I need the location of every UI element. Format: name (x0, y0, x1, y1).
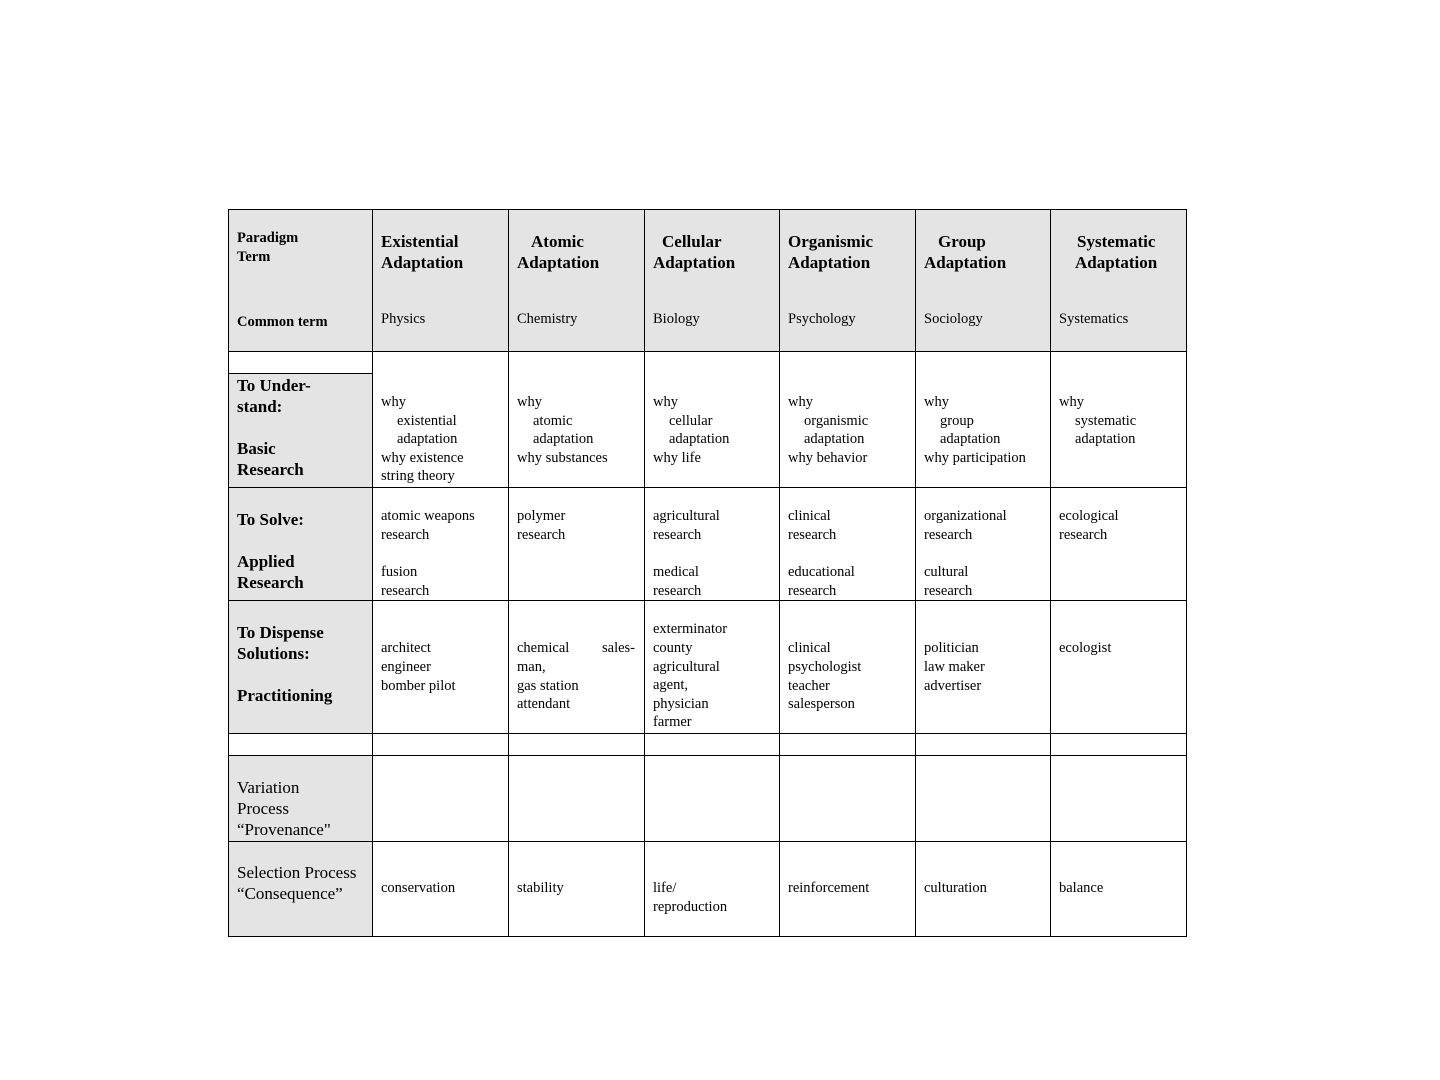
cell-line: adaptation (804, 431, 865, 448)
variation-cell (780, 756, 916, 842)
variation-cell (645, 756, 780, 842)
cell-line: research (924, 582, 973, 599)
cell-line: adaptation (1075, 431, 1136, 448)
common-term: Systematics (1059, 311, 1129, 327)
cell-line: ecological (1059, 508, 1119, 524)
cell-line: attendant (517, 696, 571, 713)
cell-line: law maker (924, 658, 985, 675)
selection-label-cell (229, 842, 373, 937)
cell-line: cellular (669, 412, 713, 429)
paradigm-name: Group (938, 232, 986, 251)
cell-line: politician (924, 640, 979, 657)
cell-line: farmer (653, 714, 692, 731)
header-cellular (645, 210, 780, 352)
solve-cell-organismic (780, 488, 916, 601)
spacer-cell (916, 734, 1051, 756)
cell-line: clinical (788, 640, 831, 657)
cell-line: why (788, 394, 813, 410)
selection-cell-systematic (1051, 842, 1187, 937)
cell-line: reproduction (653, 898, 728, 915)
selection-cell-cellular (645, 842, 780, 937)
cell-line: agricultural (653, 658, 720, 675)
cell-line: clinical (788, 508, 831, 524)
selection-cell-organismic (780, 842, 916, 937)
row-sublabel: Applied (237, 552, 295, 571)
adaptation-paradigm-table (228, 209, 1187, 937)
row-label: To Dispense (237, 623, 324, 643)
cell-line: organismic (804, 412, 869, 429)
row-label: “Consequence” (237, 884, 343, 904)
cell-line: agent, (653, 677, 689, 694)
common-term: Chemistry (517, 311, 578, 327)
row-label: Process (237, 799, 289, 819)
cell-line: physician (653, 695, 709, 712)
cell-line: advertiser (924, 677, 982, 694)
cell-line: adaptation (533, 431, 594, 448)
cell-line: adaptation (669, 431, 730, 448)
understand-cell-group (916, 352, 1051, 488)
paradigm-name: Atomic (531, 232, 584, 251)
cell-line: polymer (517, 508, 566, 524)
solve-cell-systematic (1051, 488, 1187, 601)
paradigm-name: Adaptation (381, 253, 464, 272)
header-existential (373, 210, 509, 352)
selection-cell-group (916, 842, 1051, 937)
spacer-cell (229, 352, 373, 374)
solve-label-cell (229, 488, 373, 601)
solve-cell-group (916, 488, 1051, 601)
paradigm-term-label-2: Term (237, 248, 271, 265)
header-label-cell (229, 210, 373, 352)
cell-line: chemical sales- man, (517, 640, 635, 675)
row-label: “Provenance" (237, 820, 331, 840)
cell-line: research (1059, 526, 1108, 543)
spacer-cell (373, 734, 509, 756)
solve-cell-atomic (509, 488, 645, 601)
dispense-cell-atomic (509, 601, 645, 734)
understand-cell-existential (373, 352, 509, 488)
cell-line: balance (1059, 880, 1104, 897)
header-row (229, 210, 1187, 352)
dispense-cell-organismic (780, 601, 916, 734)
variation-row (229, 756, 1187, 842)
paradigm-name: Adaptation (788, 253, 871, 272)
cell-line: existential (397, 412, 457, 429)
spacer-cell (509, 734, 645, 756)
cell-line: atomic (533, 412, 573, 429)
cell-line: county (653, 639, 693, 656)
cell-line: why participation (924, 449, 1026, 466)
dispense-cell-systematic (1051, 601, 1187, 734)
cell-line: salesperson (788, 696, 855, 713)
spacer-row-top (229, 352, 1187, 374)
cell-line: why (1059, 394, 1084, 410)
row-sublabel: Practitioning (237, 686, 333, 706)
variation-cell (916, 756, 1051, 842)
paradigm-name: Adaptation (653, 253, 736, 272)
cell-line: string theory (381, 468, 455, 485)
dispense-cell-group (916, 601, 1051, 734)
cell-line: culturation (924, 880, 987, 897)
dispense-label-cell (229, 601, 373, 734)
cell-line: research (381, 582, 430, 599)
spacer-row-bottom (229, 734, 1187, 756)
variation-cell (373, 756, 509, 842)
variation-cell (1051, 756, 1187, 842)
row-sublabel: Research (237, 573, 304, 592)
cell-line: exterminator (653, 621, 728, 638)
cell-line: why (381, 394, 406, 410)
row-label: stand: (237, 397, 283, 416)
cell-line: medical (653, 564, 699, 581)
understand-cell-systematic (1051, 352, 1187, 488)
cell-line: gas station (517, 677, 579, 694)
cell-line: research (517, 526, 566, 543)
dispense-cell-cellular (645, 601, 780, 734)
cell-line: teacher (788, 677, 830, 694)
paradigm-name: Systematic (1077, 232, 1156, 251)
cell-line: research (381, 526, 430, 543)
header-systematic (1051, 210, 1187, 352)
row-label: Variation (237, 778, 300, 798)
common-term: Sociology (924, 311, 983, 327)
cell-line: why existence (381, 449, 464, 466)
understand-cell-cellular (645, 352, 780, 488)
row-label: To Under- (237, 376, 311, 395)
header-group (916, 210, 1051, 352)
paradigm-name: Adaptation (1075, 253, 1158, 272)
header-atomic (509, 210, 645, 352)
solve-cell-existential (373, 488, 509, 601)
row-label: To Solve: (237, 510, 304, 529)
cell-line: atomic weapons (381, 508, 475, 524)
row-label: Solutions: (237, 644, 310, 664)
understand-cell-organismic (780, 352, 916, 488)
cell-line: fusion (381, 564, 418, 581)
understand-cell-atomic (509, 352, 645, 488)
cell-line: research (653, 526, 702, 543)
cell-line: bomber pilot (381, 677, 456, 694)
cell-line: organizational (924, 508, 1007, 524)
paradigm-name: Organismic (788, 232, 873, 251)
variation-label-cell (229, 756, 373, 842)
common-term: Physics (381, 311, 426, 327)
cell-line: cultural (924, 564, 969, 581)
row-label: Selection Process (237, 863, 357, 883)
selection-cell-atomic (509, 842, 645, 937)
common-term-label: Common term (237, 314, 328, 331)
paradigm-name: Adaptation (924, 253, 1007, 272)
variation-cell (509, 756, 645, 842)
spacer-cell (645, 734, 780, 756)
row-sublabel: Research (237, 460, 304, 479)
cell-line: engineer (381, 658, 431, 675)
cell-line: stability (517, 880, 564, 897)
cell-line: why life (653, 449, 701, 466)
cell-line: ecologist (1059, 640, 1112, 657)
common-term: Biology (653, 311, 700, 327)
cell-line: adaptation (940, 431, 1001, 448)
spacer-cell (1051, 734, 1187, 756)
selection-cell-existential (373, 842, 509, 937)
cell-line: conservation (381, 880, 456, 897)
cell-line: agricultural (653, 508, 720, 524)
dispense-row (229, 601, 1187, 734)
selection-row (229, 842, 1187, 937)
paradigm-name: Existential (381, 232, 459, 251)
cell-line: systematic (1075, 412, 1137, 429)
cell-line: research (788, 582, 837, 599)
common-term: Psychology (788, 311, 856, 327)
cell-line: research (788, 526, 837, 543)
cell-line: adaptation (397, 431, 458, 448)
spacer-cell (229, 734, 373, 756)
cell-line: why (653, 394, 678, 410)
cell-line: research (653, 582, 702, 599)
dispense-cell-existential (373, 601, 509, 734)
cell-line: research (924, 526, 973, 543)
cell-line: why (924, 394, 949, 410)
header-organismic (780, 210, 916, 352)
spacer-cell (780, 734, 916, 756)
cell-line: educational (788, 564, 855, 581)
solve-row (229, 488, 1187, 601)
row-sublabel: Basic (237, 439, 276, 458)
cell-line: why behavior (788, 449, 868, 466)
solve-cell-cellular (645, 488, 780, 601)
cell-line: psychologist (788, 658, 862, 675)
paradigm-term-label-1: Paradigm (237, 230, 299, 246)
paradigm-name: Cellular (662, 232, 722, 251)
cell-line: why (517, 394, 542, 410)
cell-line: architect (381, 640, 431, 657)
cell-line: why substances (517, 449, 608, 466)
cell-line: reinforcement (788, 880, 870, 897)
cell-line: life/ (653, 880, 677, 897)
cell-line: group (940, 412, 974, 429)
paradigm-name: Adaptation (517, 253, 600, 272)
understand-label-cell (229, 374, 373, 488)
